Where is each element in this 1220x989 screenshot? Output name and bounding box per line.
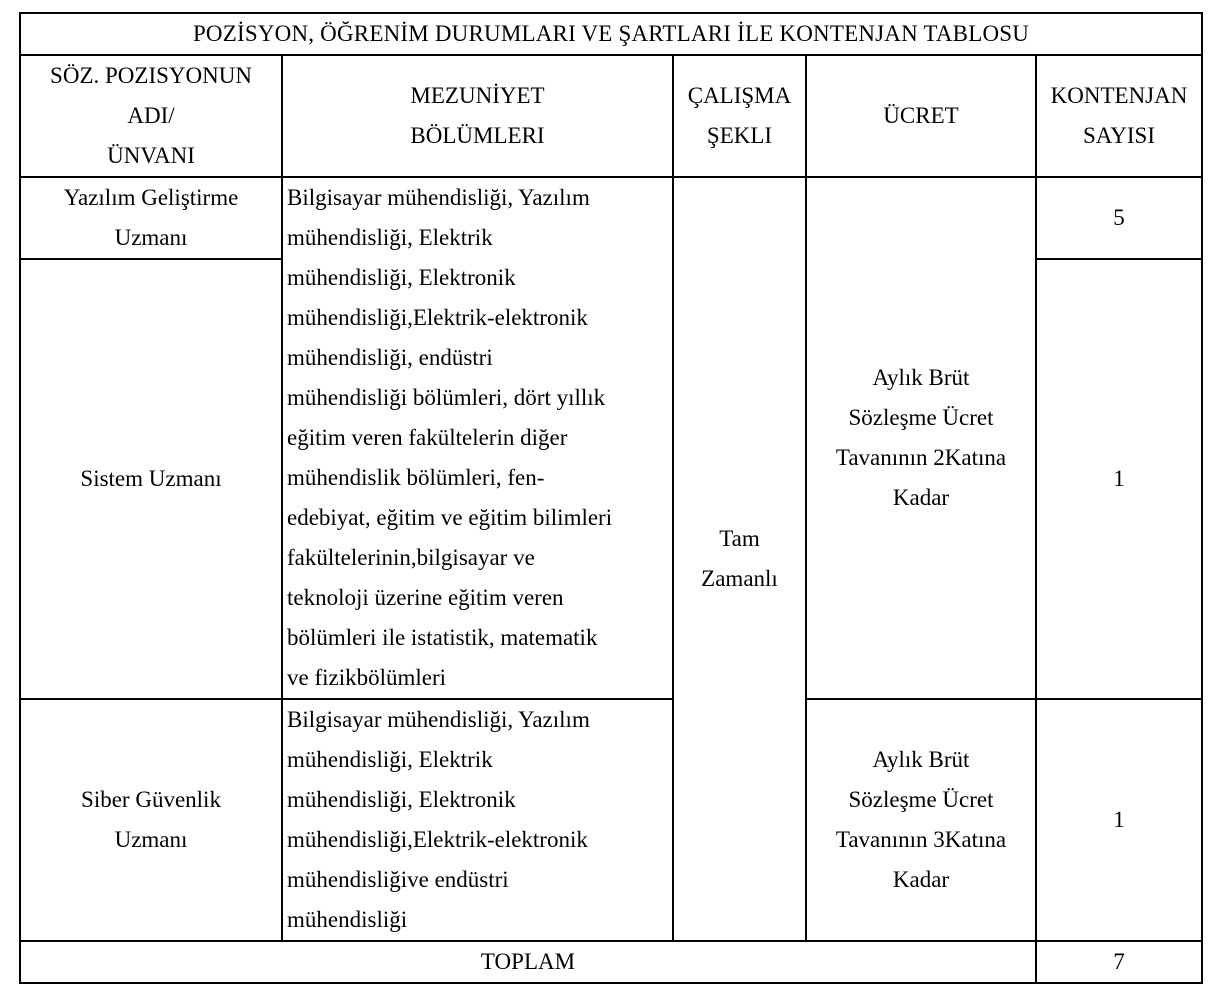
work-type-line-1: Tam (719, 526, 760, 551)
department-line: mühendisliği, Elektrik (287, 747, 493, 772)
department-line: mühendisliği, Elektronik (287, 265, 516, 290)
quota-cell: 5 (1036, 177, 1202, 259)
quota-cell: 1 (1036, 699, 1202, 941)
salary-line: Tavanının 3Katına (835, 827, 1007, 852)
salary-line: Aylık Brüt (872, 365, 970, 390)
work-type-cell (673, 177, 806, 941)
header-quota-line-2: SAYISI (1082, 123, 1155, 148)
header-position-line-2: ADI/ (127, 103, 175, 128)
department-line: mühendislik bölümleri, fen- (287, 465, 545, 490)
salary-cell-group-2 (806, 699, 1036, 941)
table-row (20, 177, 1202, 259)
position-line: Uzmanı (114, 827, 188, 852)
department-line: Bilgisayar mühendisliği, Yazılım (287, 185, 590, 210)
header-quota-line-1: KONTENJAN (1050, 83, 1188, 108)
header-work-type-line-1: ÇALIŞMA (687, 83, 792, 108)
department-line: edebiyat, eğitim ve eğitim bilimleri (287, 505, 613, 530)
departments-cell-group-1 (282, 177, 673, 699)
position-cell (20, 259, 282, 699)
table-title: POZİSYON, ÖĞRENİM DURUMLARI VE ŞARTLARI İLE KONTENJAN TABLOSU (20, 13, 1202, 55)
salary-line: Kadar (892, 485, 950, 510)
department-line: fakültelerinin,bilgisayar ve (287, 545, 535, 570)
salary-line: Tavanının 2Katına (835, 445, 1007, 470)
header-position-line-3: ÜNVANI (107, 143, 195, 168)
work-type-line-2: Zamanlı (701, 566, 778, 591)
department-line: ve fizikbölümleri (287, 665, 447, 690)
header-departments-line-2: BÖLÜMLERI (410, 123, 545, 148)
position-cell (20, 177, 282, 259)
department-line: mühendisliği, endüstri (287, 345, 493, 370)
header-salary: ÜCRET (806, 55, 1036, 177)
total-value: 7 (1036, 941, 1202, 983)
departments-cell-group-2 (282, 699, 673, 941)
header-quota (1036, 55, 1202, 177)
department-line: mühendisliği,Elektrik-elektronik (287, 305, 588, 330)
header-departments-line-1: MEZUNİYET (410, 83, 545, 108)
table-row (20, 699, 1202, 941)
header-work-type-line-2: ŞEKLI (706, 123, 773, 148)
total-row (20, 941, 1202, 983)
quota-cell: 1 (1036, 259, 1202, 699)
header-position-line-1: SÖZ. POZISYONUN (50, 63, 252, 88)
department-line: mühendisliği, Elektronik (287, 787, 516, 812)
position-line: Uzmanı (114, 225, 188, 250)
position-line: Siber Güvenlik (81, 787, 221, 812)
salary-line: Kadar (892, 867, 950, 892)
header-departments (282, 55, 673, 177)
department-line: bölümleri ile istatistik, matematik (287, 625, 598, 650)
department-line: Bilgisayar mühendisliği, Yazılım (287, 707, 590, 732)
department-line: mühendisliği, Elektrik (287, 225, 493, 250)
header-work-type (673, 55, 806, 177)
salary-line: Aylık Brüt (872, 747, 970, 772)
header-position (20, 55, 282, 177)
department-line: mühendisliği (287, 907, 408, 932)
department-line: eğitim veren fakültelerin diğer (287, 425, 568, 450)
department-line: mühendisliği,Elektrik-elektronik (287, 827, 588, 852)
department-line: teknoloji üzerine eğitim veren (287, 585, 564, 610)
salary-line: Sözleşme Ücret (848, 787, 994, 812)
quota-table (19, 12, 1203, 984)
salary-cell-group-1 (806, 177, 1036, 699)
salary-line: Sözleşme Ücret (848, 405, 994, 430)
department-line: mühendisliği bölümleri, dört yıllık (287, 385, 606, 410)
position-line: Sistem Uzmanı (80, 466, 222, 491)
department-line: mühendisliğive endüstri (287, 867, 509, 892)
header-row (20, 55, 1202, 177)
total-label: TOPLAM (20, 941, 1036, 983)
position-line: Yazılım Geliştirme (63, 185, 239, 210)
position-cell (20, 699, 282, 941)
